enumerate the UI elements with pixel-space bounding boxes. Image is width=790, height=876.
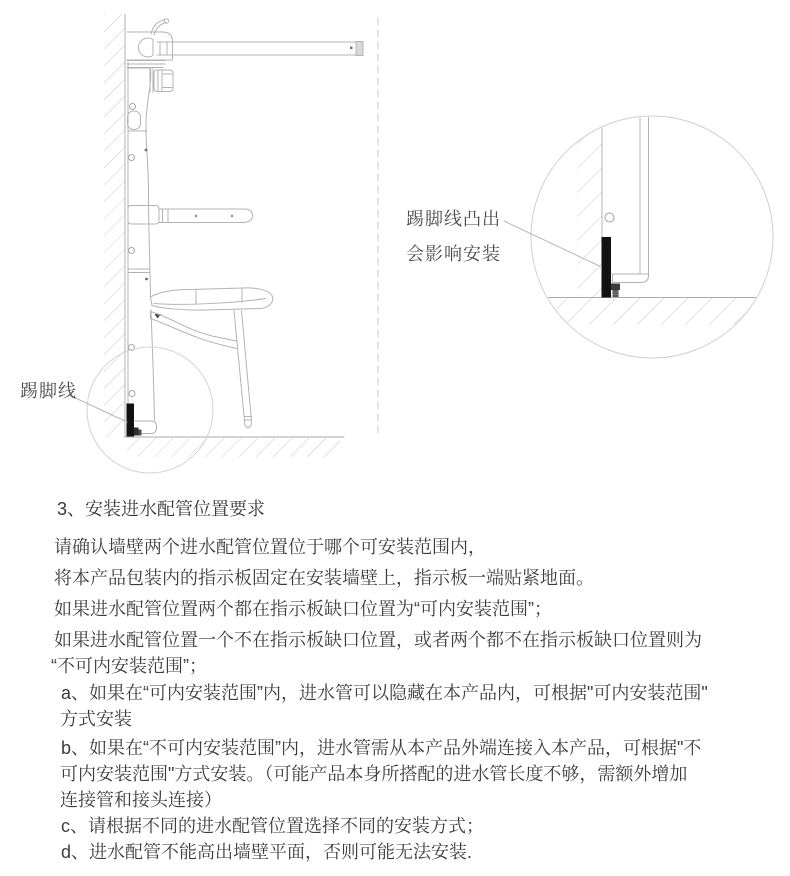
baseboard-label: 踢脚线 bbox=[20, 381, 77, 401]
connector-box bbox=[150, 69, 173, 93]
instruction-line: 如果进水配管位置两个都在指示板缺口位置为“可内安装范围”； bbox=[54, 599, 552, 619]
baseboard-warning-label bbox=[406, 202, 501, 272]
baseboard-detail-view bbox=[504, 112, 773, 358]
instruction-line: 请确认墙壁两个进水配管位置位于哪个可安装范围内， bbox=[54, 537, 486, 557]
detail-baseboard-block bbox=[602, 237, 612, 298]
instruction-line: 将本产品包装内的指示板固定在安装墙壁上，指示板一端贴紧地面。 bbox=[54, 568, 594, 588]
instruction-line: 方式安装 bbox=[60, 709, 132, 729]
seat-leg bbox=[234, 311, 252, 428]
detail-foot-screw bbox=[611, 284, 620, 298]
instructions-section bbox=[51, 496, 766, 865]
warning-line-2: 会影响安装 bbox=[406, 244, 501, 264]
folding-seat bbox=[151, 288, 273, 349]
panel-body bbox=[128, 62, 155, 420]
instruction-line: 连接管和接头连接） bbox=[60, 790, 222, 810]
instruction-line: 可内安装范围"方式安装。（可能产品本身所搭配的进水管长度不够，需额外增加 bbox=[60, 764, 688, 784]
instruction-line: a、如果在“可内安装范围”内，进水管可以隐藏在本产品内，可根据"可内安装范围" bbox=[61, 683, 708, 703]
mounting-hole bbox=[129, 391, 135, 397]
foot-screw bbox=[134, 428, 139, 436]
detail-wall-hatch bbox=[577, 112, 602, 298]
instruction-line: b、如果在“不可内安装范围”内，进水管需从本产品外端连接入本产品，可根据"不 bbox=[61, 738, 702, 758]
mounting-hole bbox=[129, 155, 135, 161]
mounting-hole bbox=[130, 104, 136, 110]
product-side-view bbox=[69, 14, 378, 473]
armrest-bar bbox=[128, 206, 253, 225]
top-bracket bbox=[127, 32, 173, 68]
top-support-bar bbox=[157, 42, 363, 56]
instruction-line: “不可内安装范围”； bbox=[51, 656, 207, 676]
panel-recess bbox=[128, 111, 141, 130]
mounting-hole bbox=[129, 248, 135, 254]
wall-hatch bbox=[104, 14, 125, 437]
bar-end-cap bbox=[356, 42, 363, 56]
instruction-line: d、进水配管不能高出墙壁平面，否则可能无法安装. bbox=[61, 842, 473, 862]
instruction-line: 如果进水配管位置一个不在指示板缺口位置，或者两个都不在指示板缺口位置则为 bbox=[54, 630, 702, 650]
detail-hole bbox=[605, 213, 614, 222]
floor-hatch bbox=[127, 438, 340, 457]
detail-floor-hatch bbox=[531, 299, 773, 325]
instruction-line: c、请根据不同的进水配管位置选择不同的安装方式； bbox=[61, 816, 484, 836]
baseboard-block bbox=[127, 404, 135, 437]
warning-line-1: 踢脚线凸出 bbox=[406, 209, 501, 229]
section-heading: 3、安装进水配管位置要求 bbox=[57, 499, 266, 519]
